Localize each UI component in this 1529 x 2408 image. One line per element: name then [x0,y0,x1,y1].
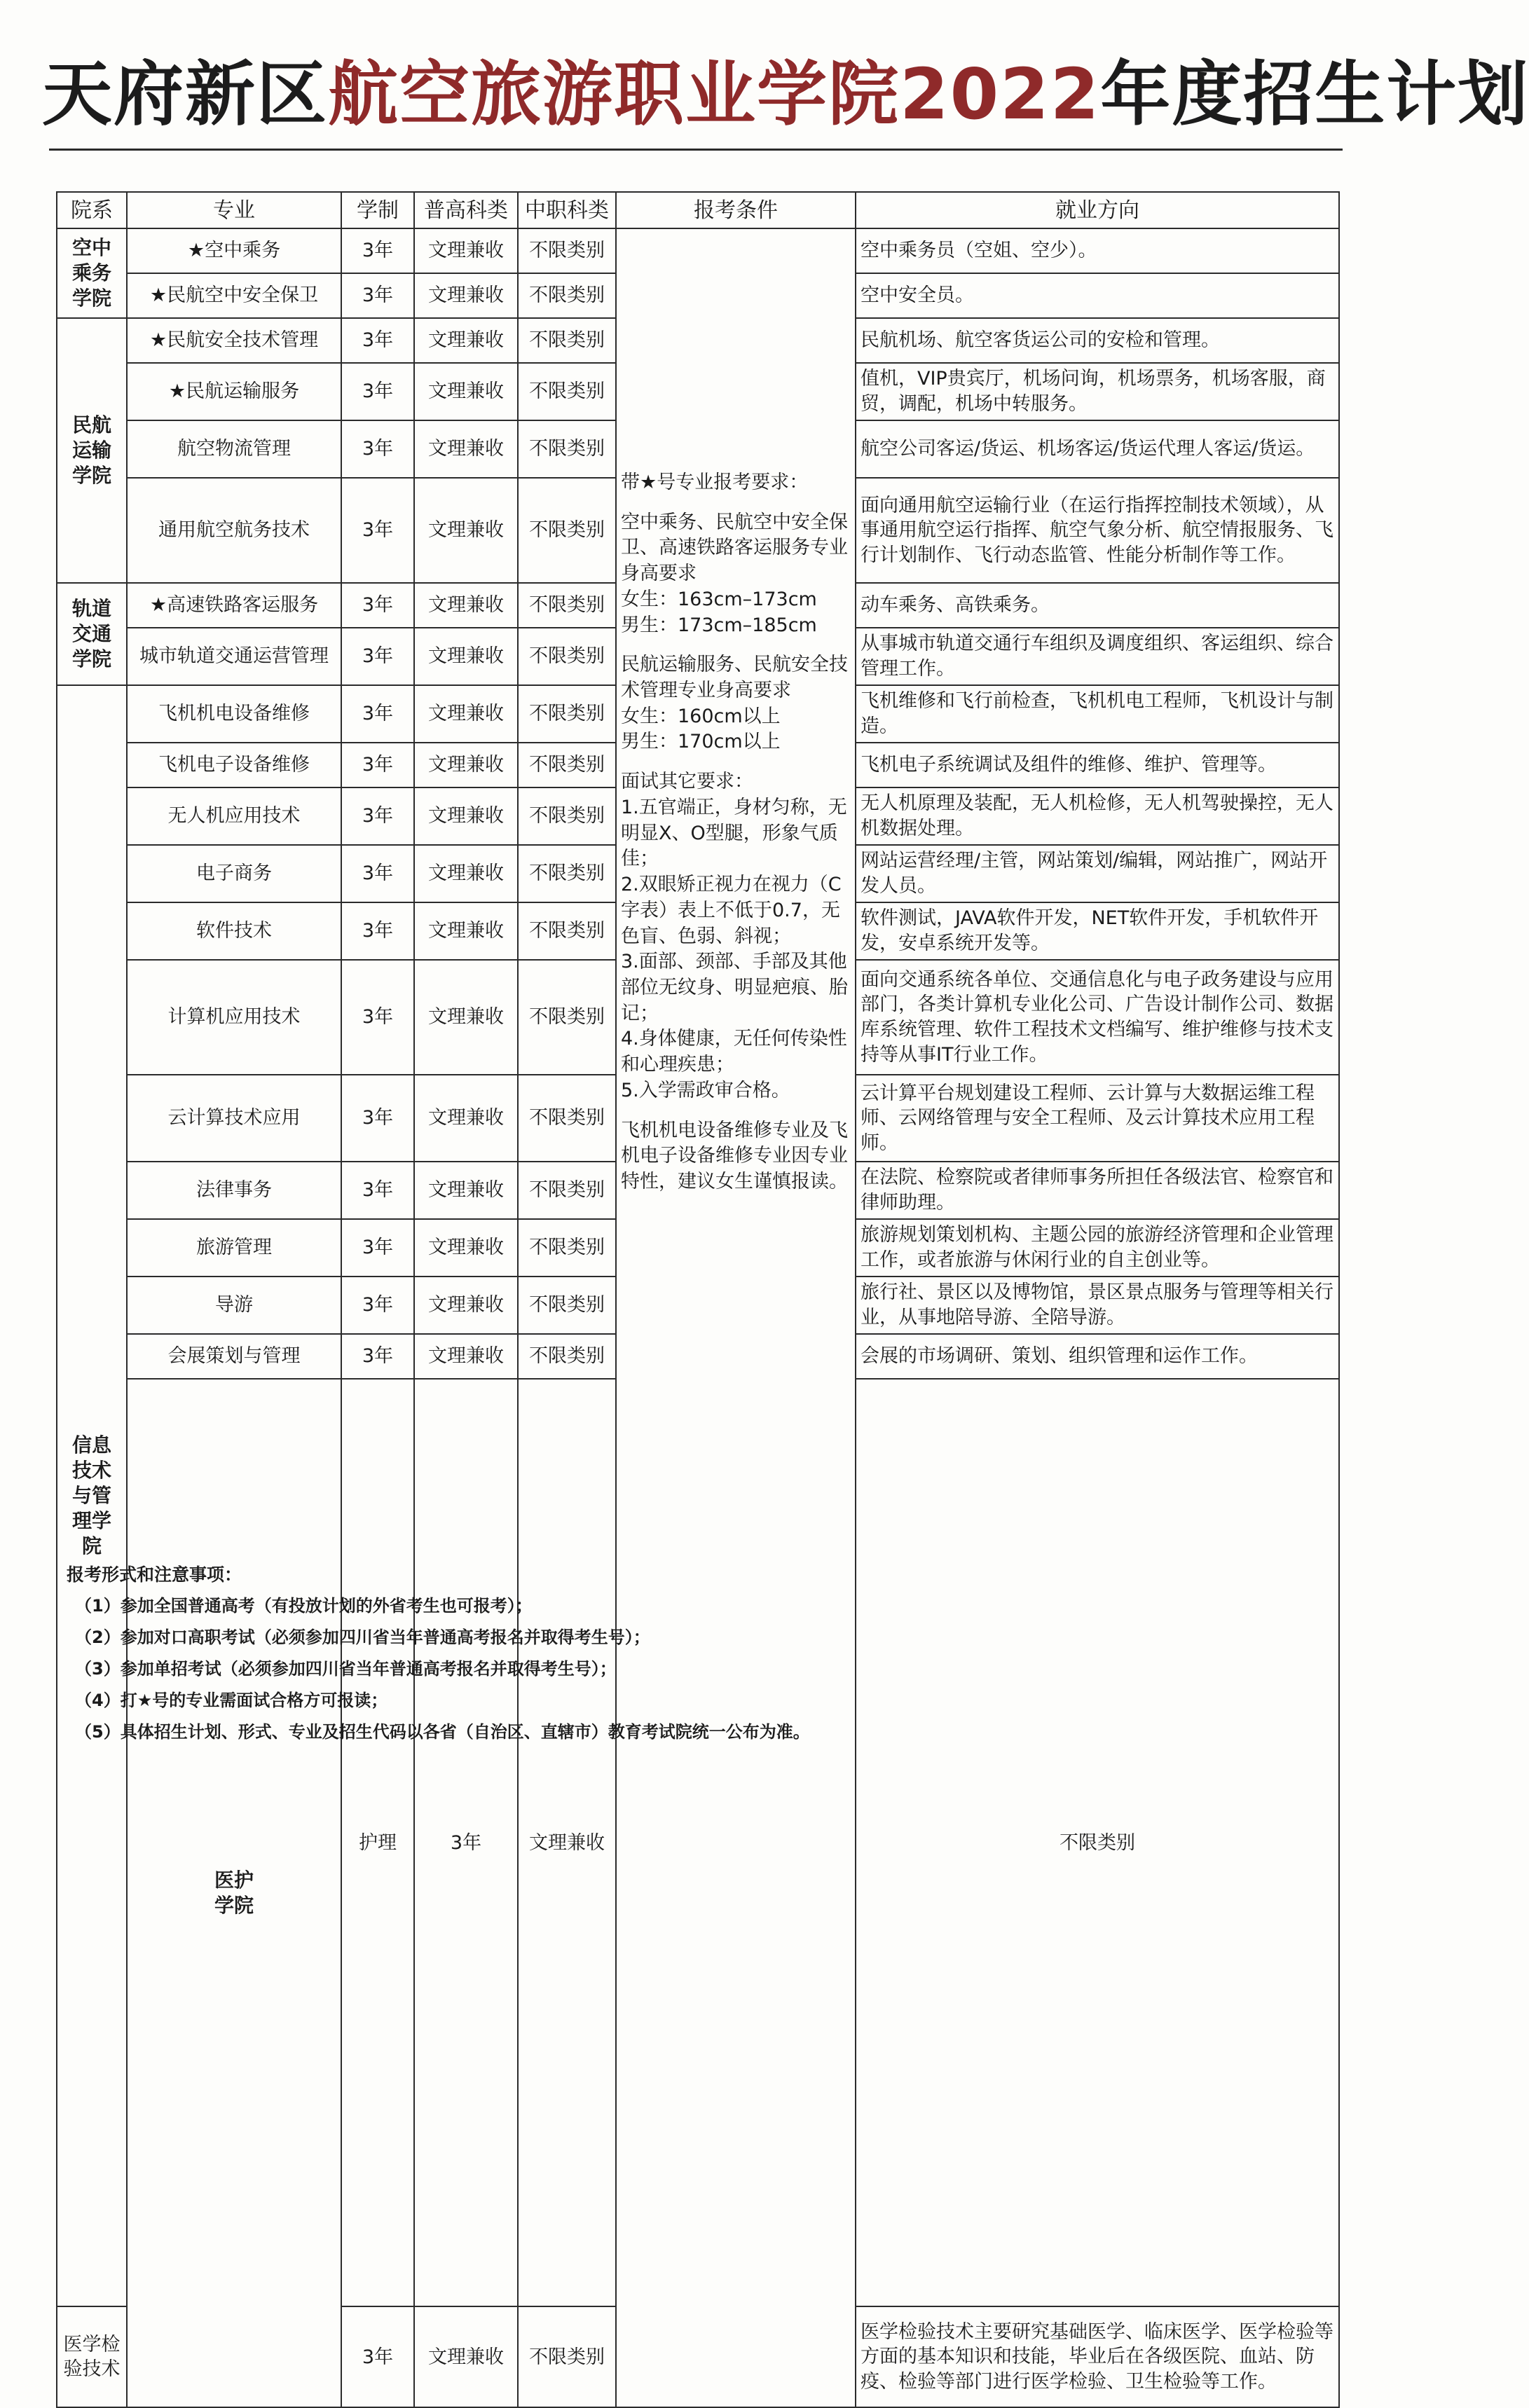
employment-cell: 民航机场、航空客货运公司的安检和管理。 [856,318,1339,363]
requirements-cell [616,228,856,2407]
requirement-line [621,638,851,652]
header-general-track: 普高科类 [414,192,518,228]
employment-cell: 旅游规划策划机构、主题公园的旅游经济管理和企业管理工作，或者旅游与休闲行业的自主创业等。 [856,1219,1339,1277]
title-part-1: 天府新区 [42,53,328,135]
vocational-track-cell: 不限类别 [518,787,616,845]
major-cell: 飞机电子设备维修 [127,743,341,787]
dept-name: 空中乘务学院 [71,236,111,310]
employment-cell: 面向通用航空运输行业（在运行指挥控制技术领域），从事通用航空运行指挥、航空气象分析、航空情报服务、飞行计划制作、飞行动态监管、性能分析制作等工作。 [856,478,1339,583]
major-cell: 电子商务 [127,845,341,902]
employment-cell: 空中安全员。 [856,273,1339,318]
years-cell: 3年 [341,228,414,273]
requirement-line: 男生：170cm以上 [621,731,781,753]
years-cell: 3年 [414,1379,518,2306]
table-body [57,228,1339,2407]
major-cell: ★空中乘务 [127,228,341,273]
vocational-track-cell: 不限类别 [518,363,616,420]
note-item: （5）具体招生计划、形式、专业及招生代码以各省（自治区、直辖市）教育考试院统一公布为准。 [75,1722,810,1742]
requirement-line [621,496,851,510]
general-track-cell: 文理兼收 [414,902,518,960]
dept-name: 轨道交通学院 [71,597,111,670]
note-item: （2）参加对口高职考试（必须参加四川省当年普通高考报名并取得考生号）； [75,1628,650,1647]
vocational-track-cell: 不限类别 [518,685,616,743]
vocational-track-cell: 不限类别 [518,902,616,960]
title-part-red: 航空旅游职业学院2022 [328,53,1101,135]
vocational-track-cell: 不限类别 [518,1277,616,1334]
general-track-cell: 文理兼收 [414,420,518,478]
major-cell: 通用航空航务技术 [127,478,341,583]
major-cell: 法律事务 [127,1162,341,1219]
dept-cell [57,685,127,2306]
years-cell: 3年 [341,1334,414,1379]
dept-cell [127,1379,341,2407]
requirement-line: 民航运输服务、民航安全技术管理专业身高要求 [621,654,848,702]
header-vocational-track: 中职科类 [518,192,616,228]
major-cell: 护理 [341,1379,414,2306]
general-track-cell: 文理兼收 [414,743,518,787]
employment-cell: 动车乘务、高铁乘务。 [856,583,1339,628]
requirement-line: 女生：160cm以上 [621,705,781,727]
years-cell: 3年 [341,845,414,902]
vocational-track-cell: 不限类别 [518,478,616,583]
major-cell: 云计算技术应用 [127,1075,341,1162]
general-track-cell: 文理兼收 [414,478,518,583]
general-track-cell: 文理兼收 [414,628,518,685]
employment-cell: 无人机原理及装配，无人机检修，无人机驾驶操控，无人机数据处理。 [856,787,1339,845]
years-cell: 3年 [341,318,414,363]
years-cell: 3年 [341,628,414,685]
requirement-line: 男生：173cm–185cm [621,614,817,636]
general-track-cell: 文理兼收 [414,2306,518,2407]
requirement-line: 5.入学需政审合格。 [621,1079,790,1101]
requirement-line: 女生：163cm–173cm [621,588,817,610]
years-cell: 3年 [341,1075,414,1162]
vocational-track-cell: 不限类别 [518,318,616,363]
dept-name: 医护学院 [214,1869,254,1918]
employment-cell: 航空公司客运/货运、机场客运/货运代理人客运/货运。 [856,420,1339,478]
title-part-2: 年度招生计划 [1100,53,1529,135]
vocational-track-cell: 不限类别 [518,583,616,628]
vocational-track-cell: 不限类别 [518,628,616,685]
general-track-cell: 文理兼收 [414,1334,518,1379]
general-track-cell: 文理兼收 [414,685,518,743]
major-cell: ★民航安全技术管理 [127,318,341,363]
employment-cell: 会展的市场调研、策划、组织管理和运作工作。 [856,1334,1339,1379]
years-cell: 3年 [341,960,414,1075]
requirement-line: 空中乘务、民航空中安全保卫、高速铁路客运服务专业身高要求 [621,511,848,585]
vocational-track-cell: 不限类别 [518,1334,616,1379]
vocational-track-cell: 不限类别 [518,743,616,787]
title-divider [49,149,1343,151]
dept-cell [57,228,127,318]
years-cell: 3年 [341,1219,414,1277]
years-cell: 3年 [341,273,414,318]
dept-cell [57,318,127,583]
table-header-row [57,192,1339,228]
employment-cell: 旅行社、景区以及博物馆，景区景点服务与管理等相关行业，从事地陪导游、全陪导游。 [856,1277,1339,1334]
major-cell: 飞机机电设备维修 [127,685,341,743]
major-cell: 医学检验技术 [57,2306,127,2407]
general-track-cell: 文理兼收 [414,1277,518,1334]
page-title [42,49,1529,140]
years-cell: 3年 [341,420,414,478]
general-track-cell: 文理兼收 [414,787,518,845]
header-employment: 就业方向 [856,192,1339,228]
general-track-cell: 文理兼收 [414,845,518,902]
major-cell: 旅游管理 [127,1219,341,1277]
employment-cell: 在法院、检察院或者律师事务所担任各级法官、检察官和律师助理。 [856,1162,1339,1219]
major-cell: 城市轨道交通运营管理 [127,628,341,685]
years-cell: 3年 [341,2306,414,2407]
requirement-line: 2.双眼矫正视力在视力（C字表）表上不低于0.7，无色盲、色弱、斜视； [621,874,842,947]
application-notes [67,1559,1314,1748]
employment-cell: 面向交通系统各单位、交通信息化与电子政务建设与应用部门，各类计算机专业化公司、广告设计制作公司、数据库系统管理、软件工程技术文档编写、维护维修与技术支持等从事IT行业工作。 [856,960,1339,1075]
requirement-line: 飞机机电设备维修专业及飞机电子设备维修专业因专业特性，建议女生谨慎报读。 [621,1119,848,1192]
major-cell: ★高速铁路客运服务 [127,583,341,628]
header-requirements: 报考条件 [616,192,856,228]
note-item: （3）参加单招考试（必须参加四川省当年普通高考报名并取得考生号）； [75,1659,617,1679]
vocational-track-cell: 不限类别 [518,1162,616,1219]
years-cell: 3年 [341,685,414,743]
major-cell: 计算机应用技术 [127,960,341,1075]
vocational-track-cell: 不限类别 [518,1219,616,1277]
employment-cell: 飞机维修和飞行前检查，飞机机电工程师，飞机设计与制造。 [856,685,1339,743]
notes-title: 报考形式和注意事项： [67,1564,242,1585]
major-cell: 航空物流管理 [127,420,341,478]
employment-cell: 飞机电子系统调试及组件的维修、维护、管理等。 [856,743,1339,787]
years-cell: 3年 [341,1162,414,1219]
requirement-line [621,755,851,769]
employment-cell: 医学检验技术主要研究基础医学、临床医学、医学检验等方面的基本知识和技能，毕业后在各级医院、血站、防疫、检验等部门进行医学检验、卫生检验等工作。 [856,2306,1339,2407]
vocational-track-cell: 不限类别 [518,960,616,1075]
employment-cell: 从事城市轨道交通行车组织及调度组织、客运组织、综合管理工作。 [856,628,1339,685]
years-cell: 3年 [341,478,414,583]
years-cell: 3年 [341,583,414,628]
major-cell: 会展策划与管理 [127,1334,341,1379]
note-item: （1）参加全国普通高考（有投放计划的外省考生也可报考）； [75,1596,533,1616]
general-track-cell: 文理兼收 [414,273,518,318]
vocational-track-cell: 不限类别 [518,228,616,273]
requirement-line [621,1104,851,1118]
general-track-cell: 文理兼收 [414,228,518,273]
major-cell: 软件技术 [127,902,341,960]
enrollment-plan-table [56,191,1340,2408]
general-track-cell: 文理兼收 [414,363,518,420]
header-major: 专业 [127,192,341,228]
requirement-line: 带★号专业报考要求： [621,472,809,493]
years-cell: 3年 [341,787,414,845]
dept-name: 民航运输学院 [71,413,111,487]
employment-cell: 云计算平台规划建设工程师、云计算与大数据运维工程师、云网络管理与安全工程师、及云计算技术应用工程师。 [856,1075,1339,1162]
dept-name: 信息技术与管理学院 [71,1433,111,1557]
general-track-cell: 文理兼收 [414,318,518,363]
vocational-track-cell: 不限类别 [518,2306,616,2407]
years-cell: 3年 [341,363,414,420]
major-cell: ★民航运输服务 [127,363,341,420]
employment-cell: 软件测试，JAVA软件开发，NET软件开发，手机软件开发，安卓系统开发等。 [856,902,1339,960]
years-cell: 3年 [341,902,414,960]
requirement-line: 3.面部、颈部、手部及其他部位无纹身、明显疤痕、胎记； [621,951,848,1024]
employment-cell: 空中乘务员（空姐、空少）。 [856,228,1339,273]
header-years: 学制 [341,192,414,228]
general-track-cell: 文理兼收 [414,583,518,628]
general-track-cell: 文理兼收 [414,1162,518,1219]
employment-cell: 网站运营经理/主管，网站策划/编辑，网站推广，网站开发人员。 [856,845,1339,902]
vocational-track-cell: 不限类别 [518,845,616,902]
note-item: （4）打★号的专业需面试合格方可报读； [75,1691,388,1710]
general-track-cell: 文理兼收 [414,1075,518,1162]
dept-cell [57,583,127,685]
years-cell: 3年 [341,1277,414,1334]
vocational-track-cell: 不限类别 [518,273,616,318]
general-track-cell: 文理兼收 [414,1219,518,1277]
major-cell: 无人机应用技术 [127,787,341,845]
requirement-line: 4.身体健康，无任何传染性和心理疾患； [621,1028,847,1076]
general-track-cell: 文理兼收 [518,1379,616,2306]
vocational-track-cell: 不限类别 [518,420,616,478]
table-row [57,228,1339,273]
notes-list [67,1590,1314,1748]
major-cell: 导游 [127,1277,341,1334]
requirement-line: 1.五官端正，身材匀称，无明显X、O型腿，形象气质佳； [621,796,847,870]
header-dept: 院系 [57,192,127,228]
vocational-track-cell: 不限类别 [856,1379,1339,2306]
vocational-track-cell: 不限类别 [518,1075,616,1162]
major-cell: ★民航空中安全保卫 [127,273,341,318]
requirement-line: 面试其它要求： [621,771,753,793]
employment-cell: 值机，VIP贵宾厅，机场问询，机场票务，机场客服，商贸，调配，机场中转服务。 [856,363,1339,420]
years-cell: 3年 [341,743,414,787]
general-track-cell: 文理兼收 [414,960,518,1075]
